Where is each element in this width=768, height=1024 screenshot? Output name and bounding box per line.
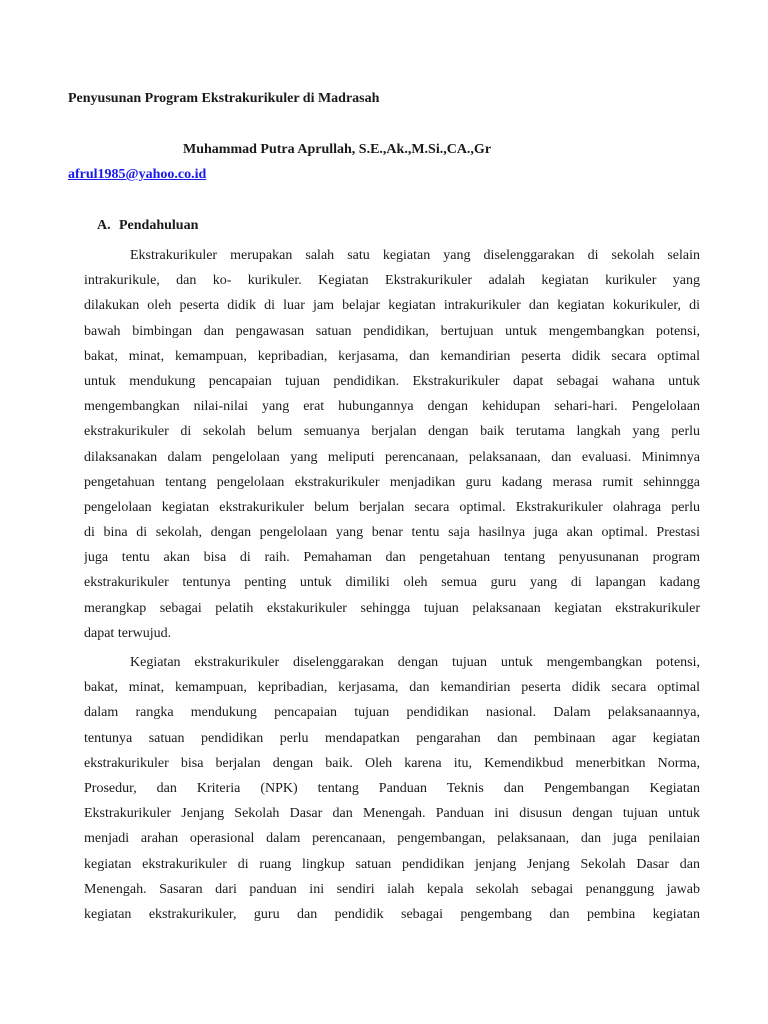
section-title: Pendahuluan: [119, 218, 199, 233]
paragraph-2: [84, 650, 700, 927]
paragraph-line: Menengah. Sasaran dari panduan ini sendiri ialah kepala sekolah sebagai penanggung jawab: [84, 881, 700, 897]
paragraph-line: di bina di sekolah, dengan pengelolaan yang benar tentu saja hasilnya juga akan optimal. Prestasi: [84, 525, 700, 541]
paragraph-1: [84, 243, 700, 646]
paragraph-line: bakat, minat, kemampuan, kepribadian, kerjasama, dan kemandirian peserta didik secara optimal: [84, 348, 700, 364]
author-email-link[interactable]: afrul1985@yahoo.co.id: [68, 167, 207, 182]
paragraph-line: dilakukan oleh peserta didik di luar jam belajar kegiatan intrakurikuler dan kegiatan kokurikuler, di: [84, 298, 700, 314]
paragraph-line: dapat terwujud.: [84, 625, 172, 641]
paragraph-line: Ekstrakurikuler merupakan salah satu kegiatan yang diselenggarakan di sekolah selain: [130, 248, 700, 263]
section-heading: [97, 218, 198, 234]
paragraph-line: pengetahuan tentang pengelolaan ekstrakurikuler menjadikan guru kadang merasa rumit sehinngga: [84, 474, 700, 490]
paragraph-line: bawah bimbingan dan pengawasan satuan pendidikan, bertujuan untuk mengembangkan potensi,: [84, 323, 700, 339]
paragraph-line: Kegiatan ekstrakurikuler diselenggarakan dengan tujuan untuk mengembangkan potensi,: [130, 655, 700, 670]
paragraph-line: pengelolaan kegiatan ekstrakurikuler belum berjalan secara optimal. Ekstrakurikuler olahraga perlu: [84, 499, 700, 515]
paragraph-line: Prosedur, dan Kriteria (NPK) tentang Panduan Teknis dan Pengembangan Kegiatan: [84, 780, 700, 796]
paragraph-line: merangkap sebagai pelatih ekstakurikuler sehingga tujuan pelaksanaan kegiatan ekstrakurikuler: [84, 600, 700, 616]
section-number: A.: [97, 218, 111, 233]
paragraph-line: intrakurikule, dan ko- kurikuler. Kegiatan Ekstrakurikuler adalah kegiatan kurikuler yang: [84, 273, 700, 289]
document-title: Penyusunan Program Ekstrakurikuler di Madrasah: [68, 91, 380, 106]
paragraph-line: Ekstrakurikuler Jenjang Sekolah Dasar dan Menengah. Panduan ini disusun dengan tujuan untuk: [84, 806, 700, 822]
paragraph-line: tentunya satuan pendidikan perlu mendapatkan pengarahan dan pembinaan agar kegiatan: [84, 730, 700, 746]
paragraph-line: dilaksanakan dalam pengelolaan yang meliputi perencanaan, pelaksanaan, dan evaluasi. Minimnya: [84, 449, 700, 465]
paragraph-line: menjadi arahan operasional dalam perencanaan, pengembangan, pelaksanaan, dan juga penilaian: [84, 831, 700, 847]
paragraph-line: ekstrakurikuler di sekolah belum semuanya berjalan dengan baik terutama langkah yang perlu: [84, 424, 700, 440]
paragraph-line: ekstrakurikuler tentunya penting untuk dimiliki oleh semua guru yang di lapangan kadang: [84, 575, 700, 591]
author-name: Muhammad Putra Aprullah, S.E.,Ak.,M.Si.,CA.,Gr: [183, 142, 492, 157]
paragraph-line: kegiatan ekstrakurikuler di ruang lingkup satuan pendidikan jenjang Jenjang Sekolah Dasar dan: [84, 856, 700, 872]
paragraph-line: untuk mendukung pencapaian tujuan pendidikan. Ekstrakurikuler dapat sebagai wahana untuk: [84, 373, 700, 389]
paragraph-line: juga tentu akan bisa di raih. Pemahaman dan pengetahuan tentang penyusunanan program: [84, 550, 700, 566]
paragraph-line: ekstrakurikuler bisa berjalan dengan baik. Oleh karena itu, Kemendikbud menerbitkan Norma,: [84, 755, 700, 771]
paragraph-line: mengembangkan nilai-nilai yang erat hubungannya dengan kehidupan sehari-hari. Pengelolaan: [84, 399, 700, 415]
paragraph-line: dalam rangka mendukung pencapaian tujuan pendidikan nasional. Dalam pelaksanaannya,: [84, 705, 700, 721]
paragraph-line: bakat, minat, kemampuan, kepribadian, kerjasama, dan kemandirian peserta didik secara optimal: [84, 680, 700, 696]
paragraph-line: kegiatan ekstrakurikuler, guru dan pendidik sebagai pengembang dan pembina kegiatan: [84, 906, 700, 922]
